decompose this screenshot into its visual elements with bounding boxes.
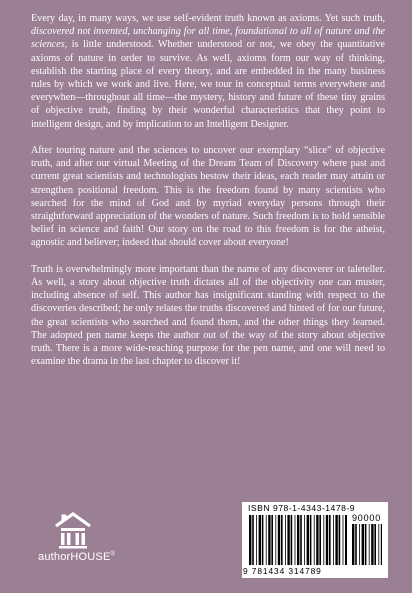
barcode-bar	[304, 515, 305, 565]
barcode-bar	[297, 515, 299, 565]
barcode-bar	[252, 515, 254, 565]
barcode-bar	[365, 524, 367, 565]
paragraph-1	[31, 12, 385, 131]
barcode-bars	[249, 515, 347, 565]
barcode-bar	[374, 524, 376, 565]
barcode-bar	[310, 515, 312, 565]
paragraph-1-start: Every day, in many ways, we use self-evident truth known as axioms. Yet such truth,	[31, 13, 385, 24]
barcode-bar	[378, 524, 379, 565]
isbn-barcode	[242, 502, 388, 578]
barcode-bar	[352, 524, 354, 565]
barcode-bar	[329, 515, 331, 565]
paragraph-1-end: is little understood. Whether understood or not, we obey the quantitative axioms of nature in order to survive. As well, axioms form our way of thinking, establish the starting place of every theory, and are embedded in the many business rules by which we work and live. Here, we tour in conceptual terms everywhere and everywhen—throughout all time—the mystery, history and future of these tiny grains of objective truth, finding by their wonderful characteristics that they point to intelligent design, and by implication to an Intelligent Designer.	[31, 39, 385, 130]
publisher-logo	[34, 510, 134, 570]
barcode-bar	[369, 524, 370, 565]
barcode-bar	[307, 515, 309, 565]
barcode-bar	[316, 515, 318, 565]
barcode-digits: 9 781434 314789	[243, 566, 322, 576]
barcode-bar	[359, 524, 360, 565]
barcode-bar	[268, 515, 270, 565]
barcode-bar	[281, 515, 283, 565]
barcode-bar	[326, 515, 328, 565]
barcode-bar	[345, 515, 347, 565]
barcode-bar	[319, 515, 321, 565]
barcode-bar	[295, 515, 296, 565]
publisher-name: authorHOUSE®	[38, 551, 116, 563]
barcode-bar	[335, 515, 337, 565]
barcode-bar	[259, 515, 261, 565]
barcode-bar	[343, 515, 344, 565]
barcode-bar	[355, 524, 357, 565]
price-code: 90000	[352, 513, 382, 523]
barcode-bar	[266, 515, 267, 565]
barcode-bar	[291, 515, 293, 565]
barcode-bar	[339, 515, 341, 565]
barcode-bar	[287, 515, 289, 565]
barcode-bar	[249, 515, 251, 565]
barcode-bar	[271, 515, 273, 565]
barcode-bar	[381, 524, 382, 565]
barcode-bar	[323, 515, 324, 565]
barcode-bar	[362, 524, 364, 565]
barcode-bar	[333, 515, 334, 565]
paragraph-1-italic: discovered not invented, unchanging for all time, foundational to all of nature and the sciences,	[31, 26, 385, 51]
paragraph-3: Truth is overwhelmingly more important than the name of any discoverer or taleteller. As well, a story about objective truth dictates all of the objectivity one can muster, including absence of self. This author has insignificant standing with respect to the discoveries described; he only relates the truths discovered and hinted of for our future, the great scientists who searched and found them, and the other things they learned. The adopted pen name keeps the author out of the way of the story about objective truth. There is a more wide-reaching purpose for the pen name, and one will need to examine the drama in the last chapter to discover it!	[31, 263, 385, 368]
barcode-bar	[256, 515, 257, 565]
barcode-bar	[275, 515, 276, 565]
barcode-bar	[314, 515, 315, 565]
paragraph-2: After touring nature and the sciences to uncover our exemplary “slice” of objective truth, and after our virtual Meeting of the Dream Team of Discovery where past and current great scientists and technologists bestow their ideas, each reader may attain or strengthen positional freedom. This is the freedom found by many scientists who searched for the mind of God and by myriad everyday persons through their straightforward appreciation of the wonders of nature. Such freedom is to hold sensible belief in science and faith! Our story on the road to this freedom is for the atheist, agnostic and believer; indeed that should cover about everyone!	[31, 145, 385, 249]
back-cover-text	[31, 12, 385, 382]
barcode-bar	[278, 515, 280, 565]
barcode-bar	[285, 515, 286, 565]
isbn-label: ISBN 978-1-4343-1478-9	[248, 503, 356, 513]
house-book-icon	[50, 510, 96, 550]
addon-barcode-bars	[352, 524, 382, 565]
barcode-bar	[262, 515, 264, 565]
barcode-bar	[371, 524, 373, 565]
barcode-bar	[300, 515, 302, 565]
